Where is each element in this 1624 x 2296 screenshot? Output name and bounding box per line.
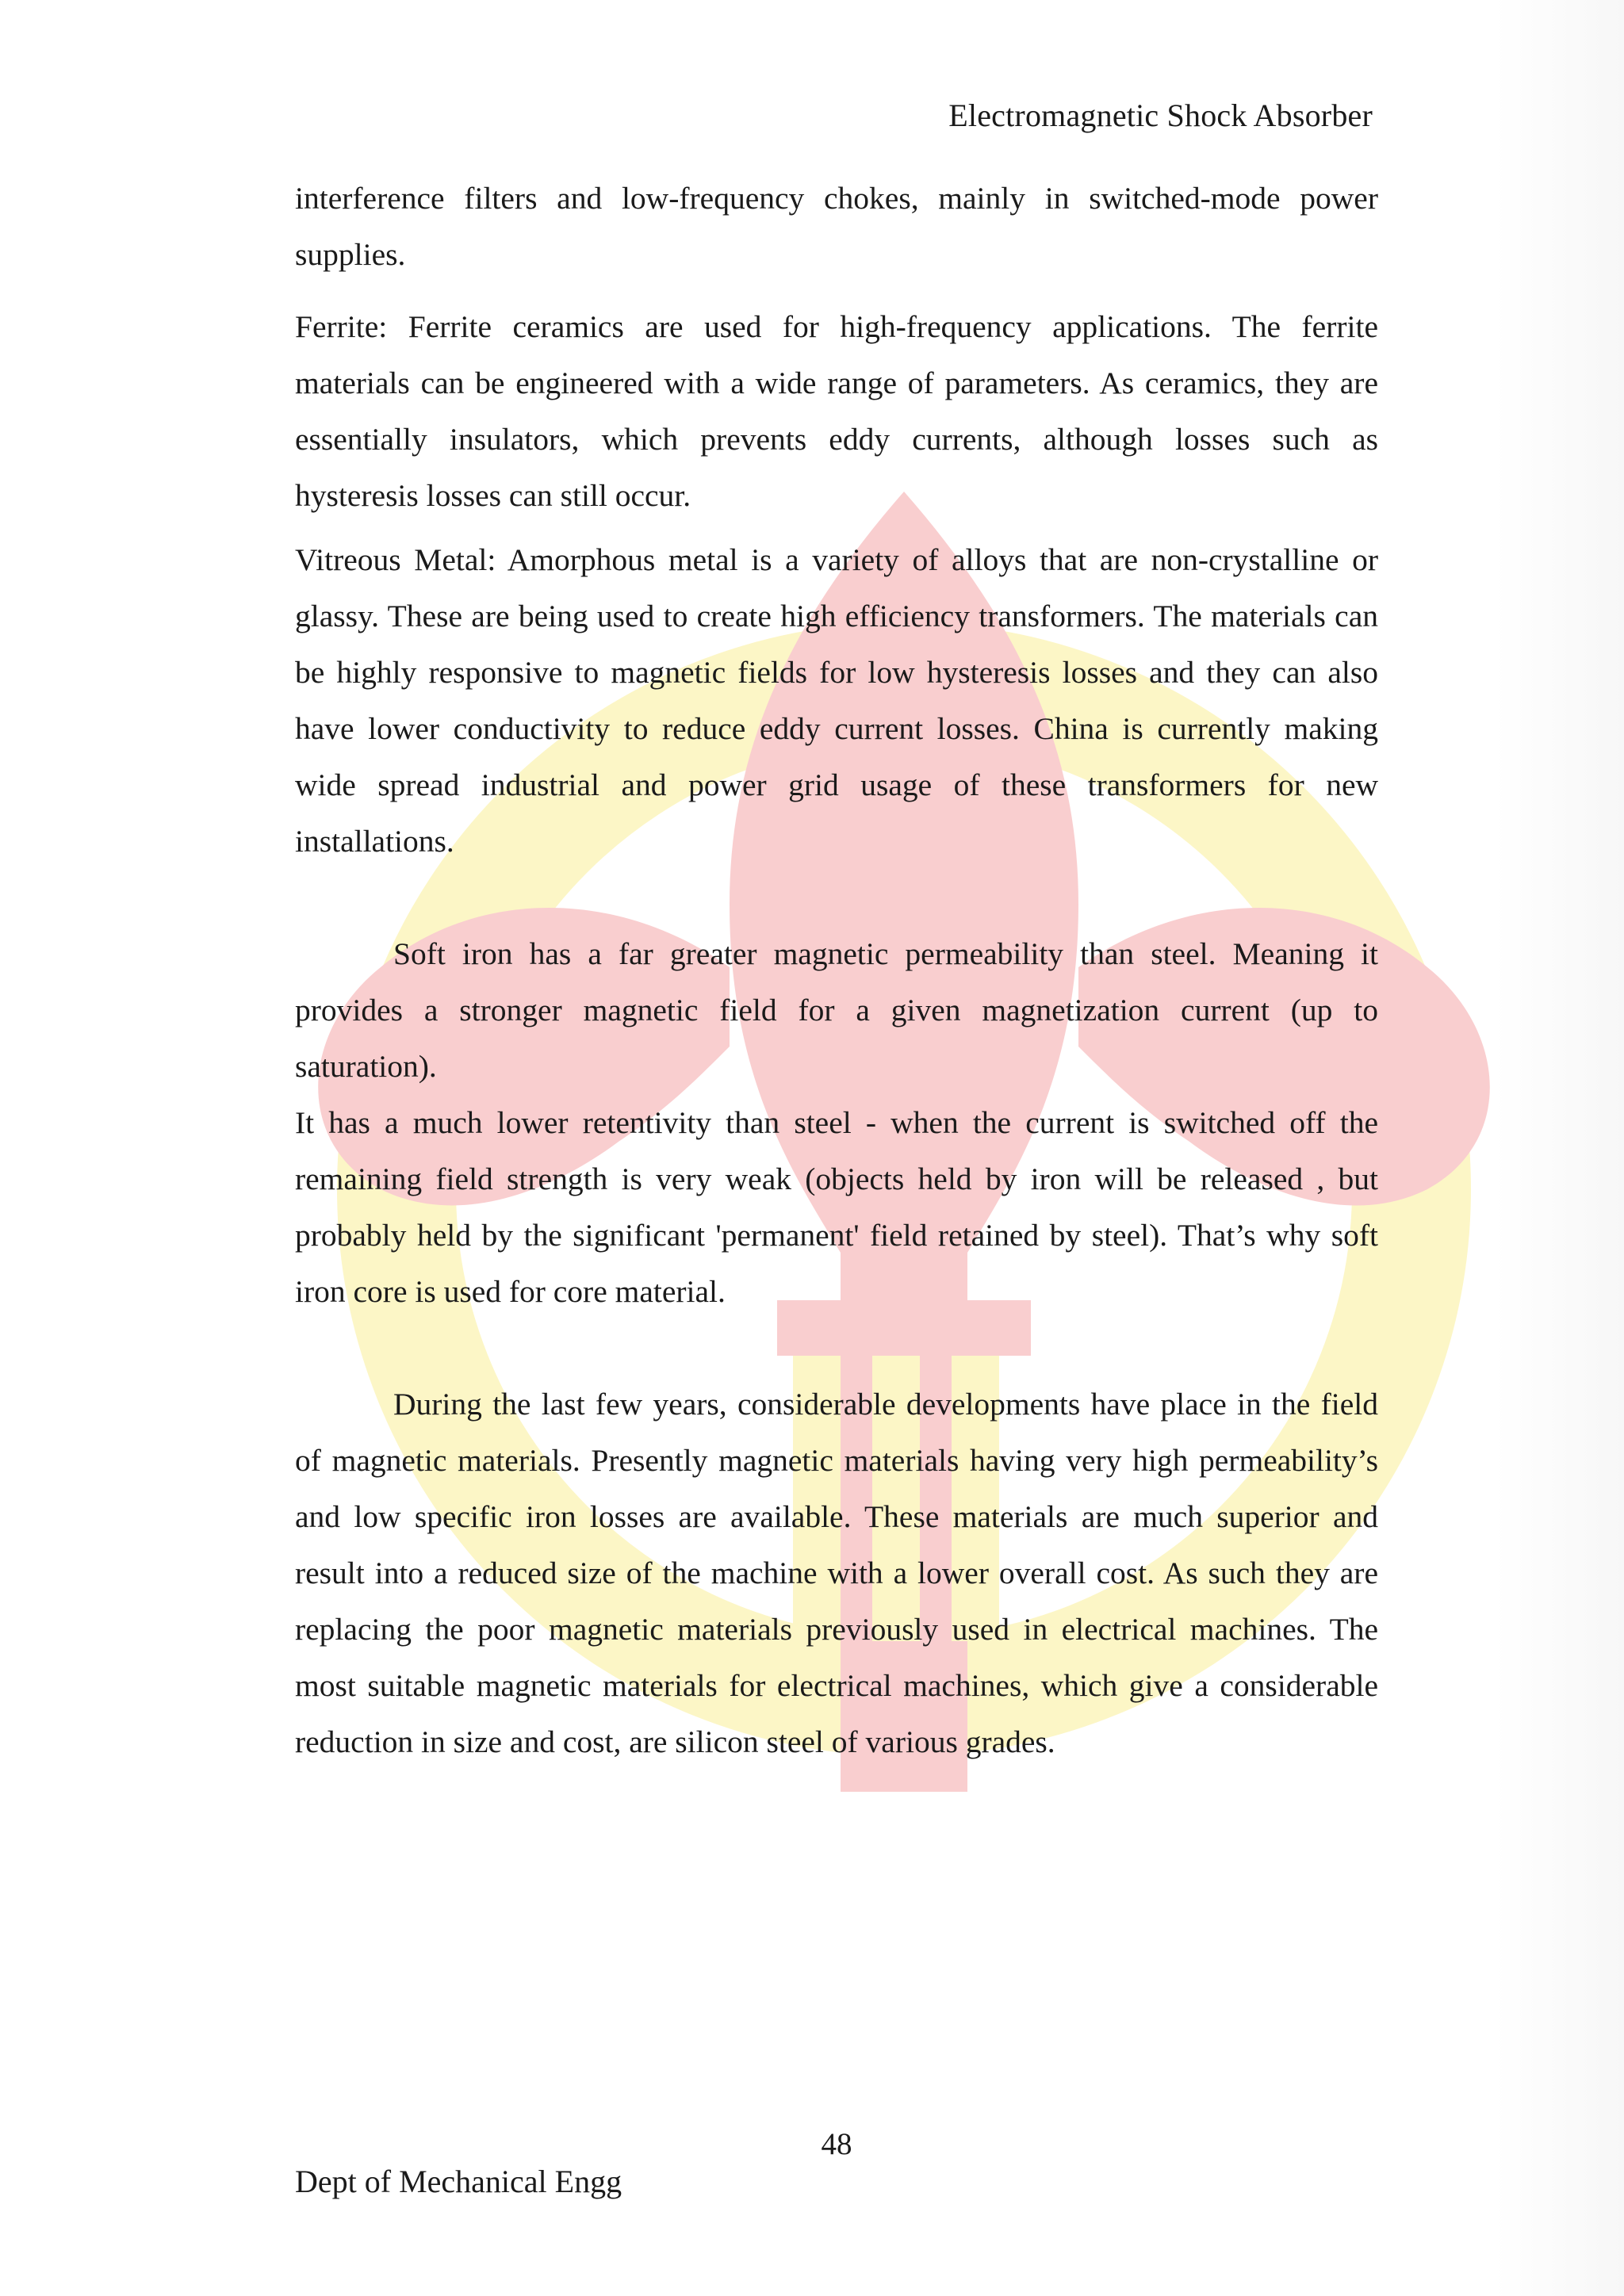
paragraph-ferrite: Ferrite: Ferrite ceramics are used for high-frequency applications. The ferrite materials can be engineered with a wide range of parameters. As ceramics, they are essentially insulators, which prevents eddy currents, although losses such as hysteresis losses can still occur. [295, 309, 1378, 513]
running-header: Electromagnetic Shock Absorber [948, 98, 1373, 133]
footer-department: Dept of Mechanical Engg [295, 2164, 622, 2199]
paragraph-retentivity: It has a much lower retentivity than steel - when the current is switched off the remaining field strength is very weak (objects held by iron will be released , but probably held by the significant 'permanent' field retained by steel). That’s why soft iron core is used for core material. [295, 1105, 1378, 1309]
page-number: 48 [821, 2127, 852, 2161]
paragraph-vitreous-metal: Vitreous Metal: Amorphous metal is a variety of alloys that are non-crystalline or glassy. These are being used to create high efficiency transformers. The materials can be highly responsive to magnetic fields for low hysteresis losses and they can also have lower conductivity to reduce eddy current losses. China is currently making wide spread industrial and power grid usage of these transformers for new installations. [295, 542, 1378, 859]
paragraph-developments: During the last few years, considerable developments have place in the field of magnetic materials. Presently magnetic materials having very high permeability’s and low specific iron losses are available. These materials are much superior and result into a reduced size of the machine with a lower overall cost. As such they are replacing the poor magnetic materials previously used in electrical machines. The most suitable magnetic materials for electrical machines, which give a considerable reduction in size and cost, are silicon steel of various grades. [295, 1387, 1378, 1759]
paragraph-soft-iron: Soft iron has a far greater magnetic permeability than steel. Meaning it provides a stronger magnetic field for a given magnetization current (up to saturation). [295, 936, 1378, 1084]
document-body [295, 170, 1378, 1770]
paragraph-filters: interference filters and low-frequency chokes, mainly in switched-mode power supplies. [295, 181, 1378, 272]
